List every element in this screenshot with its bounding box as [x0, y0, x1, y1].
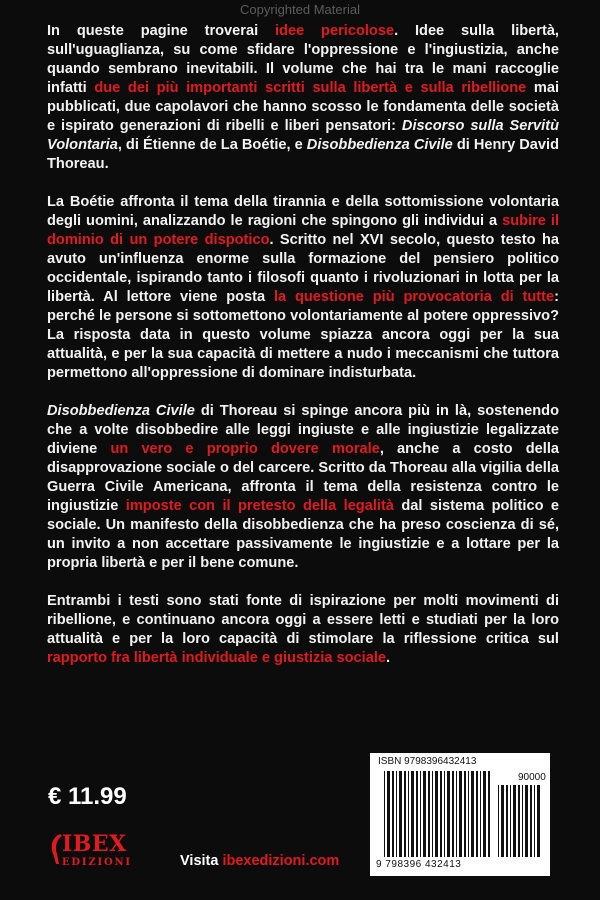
barcode-bar	[435, 771, 438, 857]
barcode-bar	[464, 771, 466, 857]
barcode-bar	[510, 785, 511, 857]
website-line: Visita ibexedizioni.com	[180, 853, 340, 869]
paragraph-4: Entrambi i testi sono stati fonte di ispirazione per molti movimenti di ribellione, e continuano ancora oggi a essere letti e studiati per la loro attualità e per la loro capacità di stimolare la riflessione critica sul rapporto fra libertà individuale e giustizia sociale.	[47, 593, 559, 666]
watermark: Copyrighted Material	[240, 2, 360, 17]
barcode-bar	[416, 771, 418, 857]
barcode-bar	[408, 771, 409, 857]
barcode-bar	[471, 771, 474, 857]
barcode-bar	[432, 771, 433, 857]
barcode-bar	[444, 771, 445, 857]
barcode-bar	[396, 771, 397, 857]
barcode-bar	[447, 771, 450, 857]
barcode-block	[370, 753, 550, 876]
barcode-bar	[525, 785, 528, 857]
paragraph-1: In queste pagine troverai idee pericolose. Idee sulla libertà, sull'uguaglianza, su come sfidare l'oppressione e l'ingiustizia, anche quando sembrano inevitabili. Il volume che hai tra le mani raccoglie infatti due dei più importanti scritti sulla libertà e sulla ribellione mai pubblicati, due capolavori che hanno scosso le fondamenta delle società e ispirato generazioni di ribelli e liberi pensatori: Discorso sulla Servitù Volontaria, di Étienne de La Boétie, e Disobbedienza Civile di Henry David Thoreau.	[47, 23, 560, 172]
barcode-bar	[488, 771, 490, 857]
barcode-bar	[468, 771, 469, 857]
barcode-addon-number: 90000	[518, 772, 546, 783]
barcode-bar	[522, 785, 523, 857]
barcode-bar	[501, 785, 504, 857]
barcode-bar	[420, 771, 421, 857]
barcode-bar	[480, 771, 481, 857]
paragraph-3: Disobbedienza Civile di Thoreau si spinge ancora più in là, sostenendo che a volte disobbedire alle leggi ingiuste e alle ingiustizie legalizzate diviene un vero e proprio dovere morale, anche a costo della disapprovazione sociale o del carcere. Scritto da Thoreau alla vigilia della Guerra Civile Americana, affronta il tema della resistenza contro le ingiustizie imposte con il pretesto della legalità dal sistema politico e sociale. Un manifesto della disobbedienza che ha preso coscienza di sé, un invito a non accettare passivamente le ingiustizie e a lottare per la propria libertà e per il bene comune.	[47, 403, 560, 571]
barcode-bar	[440, 771, 442, 857]
isbn-label: ISBN 9798396432413	[378, 756, 477, 767]
isbn-digits: 9 798396 432413	[376, 859, 462, 870]
barcode-bar	[452, 771, 454, 857]
back-cover-text	[47, 22, 559, 687]
barcode-bar	[404, 771, 406, 857]
barcode-bar	[387, 771, 390, 857]
barcode-icon	[370, 753, 550, 876]
paragraph-2: La Boétie affronta il tema della tirannia e della sottomissione volontaria degli uomini, analizzando le ragioni che spingono gli individui a subire il dominio di un potere dispotico. Scritto nel XVI secolo, questo testo ha avuto un'influenza enorme sulla formazione del pensiero politico occidentale, ispirando tanto i filosofi quanto i rivoluzionari in lotta per la libertà. Al lettore viene posta la questione più provocatoria di tutte: perché le persone si sottomettono volontariamente al potere oppressivo? La risposta data in questo volume spiazza ancora oggi per la sua attualità, e per la sua capacità di mettere a nudo i meccanismi che tuttora permettono all'oppressione di dominare indisturbata.	[47, 194, 560, 381]
barcode-bar	[513, 785, 516, 857]
price: € 11.99	[48, 783, 127, 810]
barcode-bar	[534, 785, 535, 857]
logo-wordmark: IBEX	[62, 831, 127, 857]
barcode-bar	[456, 771, 457, 857]
barcode-bar	[384, 771, 385, 857]
barcode-bar	[518, 785, 520, 857]
barcode-bar	[428, 771, 430, 857]
barcode-bar	[399, 771, 402, 857]
barcode-bar	[537, 785, 540, 857]
barcode-bar	[423, 771, 426, 857]
barcode-bar	[498, 785, 499, 857]
barcode-bar	[483, 771, 486, 857]
website-link[interactable]: ibexedizioni.com	[222, 853, 340, 869]
barcode-bar	[530, 785, 532, 857]
barcode-bar	[506, 785, 508, 857]
barcode-bar	[411, 771, 414, 857]
barcode-bar	[459, 771, 462, 857]
barcode-bar	[392, 771, 394, 857]
barcode-bar	[476, 771, 478, 857]
logo-subtitle: EDIZIONI	[62, 857, 132, 868]
publisher-logo	[48, 832, 148, 872]
